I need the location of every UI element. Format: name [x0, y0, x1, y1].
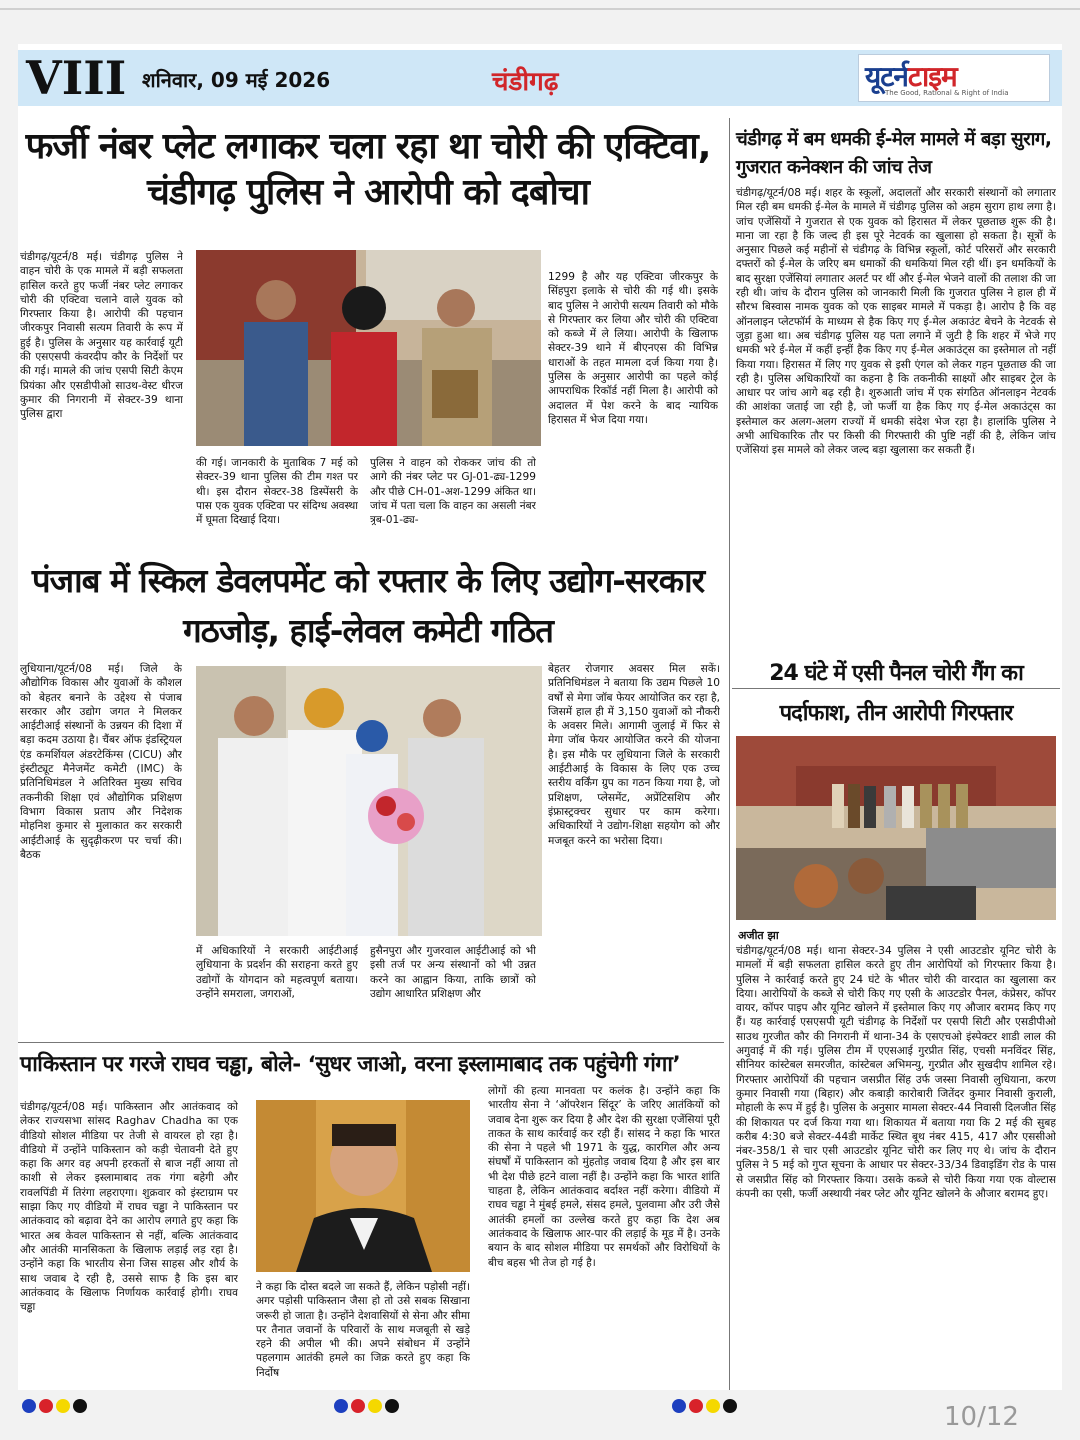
registration-dot: [351, 1399, 365, 1413]
registration-dot: [22, 1399, 36, 1413]
logo-accent: टाइम: [907, 60, 957, 93]
logo-tagline: The Good, Rational & Right of India: [885, 89, 1009, 97]
story1-col2: की गई। जानकारी के मुताबिक 7 मई को सेक्टर-39 थाना पुलिस की टीम गश्त पर थी। इस दौरान सेक्टर-38 डिस्पेंसरी के पास एक युवक एक्टिवा पर संदिग्ध अवस्था में घूमता दिखाई दिया।: [196, 457, 358, 527]
story3-divider: [18, 1042, 724, 1043]
story3-col1: लुधियाना/यूटर्न/08 मई। जिले के औद्योगिक विकास और युवाओं के कौशल को बेहतर बनाने के उद्देश्य से पंजाब सरकार और उद्योग जगत ने मिलकर आईटीआई संस्थानों के उन्नयन की दिशा में बड़ा कदम उठाया है। चैंबर ऑफ इंडस्ट्रियल एंड कमर्शियल अंडरटेकिंग्स (CICU) और इंस्टीट्यूट मैनेजमेंट कमेटी (IMC) के प्रतिनिधिमंडल ने अतिरिक्त मुख्य सचिव तकनीकी शिक्षा एवं औद्योगिक प्रशिक्षण विभाग विकास प्रताप और निदेशक मोहनिश कुमार से मुलाकात कर सरकारी आईटीआई के सुदृढ़ीकरण पर चर्चा की। बैठक: [20, 663, 182, 861]
page-number: VIII: [26, 51, 127, 105]
logo-main: यूटर्न: [865, 60, 908, 93]
story2-headline: चंडीगढ़ में बम धमकी ई-मेल मामले में बड़ा सुराग, गुजरात कनेक्शन की जांच तेज: [736, 129, 1052, 178]
top-divider: [0, 8, 1080, 10]
story1-col3: पुलिस ने वाहन को रोककर जांच की तो आगे की नंबर प्लेट पर GJ-01-ढ्य-1299 और पीछे CH-01-अश-1299 अंकित था। जांच में पता चला कि वाहन का असली नंबर त्र्रब-01-ढ्य-: [370, 457, 536, 527]
story5-col1: चंडीगढ़/यूटर्न/08 मई। पाकिस्तान और आतंकवाद को लेकर राज्यसभा सांसद Raghav Chadha का एक वीडियो सोशल मीडिया पर तेजी से वायरल हो रहा है। वीडियो में उन्होंने पाकिस्तान को कड़ी चेतावनी देते हुए कहा कि अगर वह अपनी हरकतों से बाज नहीं आया तो काशी से लेकर इस्लामाबाद तक गंगा बहेगी और रावलपिंडी में तिरंगा लहराएगा। शुक्रवार को इंस्टाग्राम पर साझा किए गए वीडियो में राघव चड्ढा ने पाकिस्तान पर आतंकवाद को बढ़ावा देने का आरोप लगाते हुए कहा कि भारत अब केवल पाकिस्तान से नहीं, बल्कि आतंकवाद और आतंकी मानसिकता के खिलाफ लड़ाई लड़ रहा है। उन्होंने कहा कि भारतीय सेना जिस साहस और शौर्य के साथ जवाब दे रही है, उससे साफ है कि इस बार आतंकवाद के खिलाफ निर्णायक कार्रवाई होगी। राघव चड्ढा: [20, 1101, 238, 1314]
registration-dot: [672, 1399, 686, 1413]
newspaper-page: [18, 44, 1062, 1390]
story5-photo: [256, 1100, 470, 1272]
color-dots-middle: [334, 1398, 402, 1418]
section-name: चंडीगढ़: [492, 67, 559, 97]
story2-body: चंडीगढ़/यूटर्न/08 मई। शहर के स्कूलों, अदालतों और सरकारी संस्थानों को लगातार मिल रही बम धमकी ई-मेल के मामले में चंडीगढ़ पुलिस को अहम सुराग हाथ लगा है। जांच एजेंसियों ने गुजरात से एक युवक को हिरासत में लेकर पूछताछ शुरू की है। माना जा रहा है कि जल्द ही इस पूरे नेटवर्क का खुलासा हो सकता है। सूत्रों के अनुसार पिछले कई महीनों से चंडीगढ़ के विभिन्न स्कूलों, कोर्ट परिसरों और सरकारी दफ्तरों को ई-मेल के जरिए बम धमाकों की धमकियां मिल रही थीं। इन धमकियों के बाद सुरक्षा एजेंसियां लगातार अलर्ट पर थीं और ई-मेल भेजने वालों की तलाश की जा रही थी। जांच के दौरान पुलिस को जानकारी मिली कि गुजरात पुलिस ने हाल ही में सौरभ बिस्वास नामक युवक को एक साइबर मामले में पकड़ा है। आरोप है कि वह ऑनलाइन प्लेटफॉर्म के माध्यम से हैक किए गए ई-मेल अकाउंट बेचने के नेटवर्क से जुड़ा हुआ था। अब चंडीगढ़ पुलिस यह पता लगाने में जुटी है कि शहर में भेजे गए धमकी भरे ई-मेल में कहीं इन्हीं हैक किए गए ई-मेल अकाउंट्स का इस्तेमाल तो नहीं किया गया। हिरासत में लिए गए युवक से इसी एंगल को लेकर गहन पूछताछ की जा रही है। पुलिस अधिकारियों का कहना है कि तकनीकी साक्ष्यों और साइबर ट्रेल के आधार पर जांच आगे बढ़ रही है। शुरुआती जांच में एक संगठित ऑनलाइन नेटवर्क की आशंका जताई जा रही है, जो फर्जी या हैक किए गए ई-मेल अकाउंट्स का इस्तेमाल कर अलग-अलग राज्यों में धमकी संदेश भेज रहा है। हालांकि पुलिस ने अभी आधिकारिक तौर पर किसी की गिरफ्तारी की पुष्टि नहीं की है, लेकिन जांच एजेंसियां इस मामले को लेकर जल्द बड़ा खुलासा कर सकती हैं।: [736, 187, 1056, 457]
registration-dot: [73, 1399, 87, 1413]
story3-col2: में अधिकारियों ने सरकारी आईटीआई लुधियाना के प्रदर्शन की सराहना करते हुए उद्योगों के योगदान को महत्वपूर्ण बताया। उन्होंने समराला, जगराओं,: [196, 945, 358, 1000]
page-date: शनिवार, 09 मई 2026: [142, 68, 331, 92]
registration-dot: [689, 1399, 703, 1413]
page-counter: 10/12: [944, 1402, 1019, 1432]
story3-headline: पंजाब में स्किल डेवलपमेंट को रफ्तार के लिए उद्योग-सरकार गठजोड़, हाई-लेवल कमेटी गठित: [31, 561, 705, 650]
story3-photo: [196, 666, 542, 936]
masthead: [18, 50, 1062, 106]
registration-dot: [723, 1399, 737, 1413]
story1-headline: फर्जी नंबर प्लेट लगाकर चला रहा था चोरी की एक्टिवा, चंडीगढ़ पुलिस ने आरोपी को दबोचा: [25, 126, 711, 213]
story5-headline: पाकिस्तान पर गरजे राघव चड्ढा, बोले- ‘सुधर जाओ, वरना इस्लामाबाद तक पहुंचेगी गंगा’: [20, 1052, 681, 1077]
color-dots-left: [22, 1398, 90, 1418]
registration-dot: [39, 1399, 53, 1413]
column-divider: [729, 118, 730, 1390]
registration-dot: [334, 1399, 348, 1413]
story4-byline: अजीत झा: [738, 929, 779, 942]
story1-col1: चंडीगढ़/यूटर्न/8 मई। चंडीगढ़ पुलिस ने वाहन चोरी के एक मामले में बड़ी सफलता हासिल करते हुए फर्जी नंबर प्लेट लगाकर चोरी की एक्टिवा चलाने वाले युवक को गिरफ्तार किया है। आरोपी की पहचान जीरकपुर निवासी सत्यम तिवारी के रूप में हुई है। पुलिस के अनुसार यह कार्रवाई यूटी की एसएसपी कंवरदीप कौर के निर्देशों पर की गई। मामले की जांच एसपी सिटी केएम प्रियंका और एसडीपीओ साउथ-वेस्ट धीरज कुमार की निगरानी में सेक्टर-39 थाना पुलिस द्वारा: [20, 251, 183, 421]
story3-col4: बेहतर रोजगार अवसर मिल सकें। प्रतिनिधिमंडल ने बताया कि उद्यम पिछले 10 वर्षों से मेगा जॉब फेयर आयोजित कर रहा है, जिसमें हाल ही में 3,150 युवाओं को नौकरी के अवसर मिले। आगामी जुलाई में फिर से मेगा जॉब फेयर आयोजित करने की योजना है। इस मौके पर लुधियाना जिले के सरकारी आईटीआई के विकास के लिए एक उच्च स्तरीय वर्किंग ग्रुप का गठन किया गया है, जो प्रशिक्षण, प्लेसमेंट, अप्रेंटिसशिप और इंफ्रास्ट्रक्चर सुधार पर काम करेगा। अधिकारियों ने उद्योग-शिक्षा सहयोग को और मजबूत करने का भरोसा दिया।: [548, 663, 720, 847]
newspaper-logo: [858, 54, 1050, 102]
story1-col4: 1299 है और यह एक्टिवा जीरकपुर के सिंहपुरा इलाके से चोरी की गई थी। इसके बाद पुलिस ने आरोपी सत्यम तिवारी को मौके से गिरफ्तार कर लिया और चोरी की एक्टिवा को कब्जे में ले लिया। आरोपी के खिलाफ सेक्टर-39 थाने में बीएनएस की विभिन्न धाराओं के तहत मामला दर्ज किया गया है। पुलिस के अनुसार आरोपी का पहले कोई आपराधिक रिकॉर्ड नहीं मिला है। आरोपी को अदालत में पेश करने के बाद न्यायिक हिरासत में भेज दिया गया।: [548, 271, 718, 426]
story5-col3: लोगों की हत्या मानवता पर कलंक है। उन्होंने कहा कि भारतीय सेना ने ‘ऑपरेशन सिंदूर’ के जरिए आतंकियों को जवाब देना शुरू कर दिया है और देश की सुरक्षा एजेंसियां पूरी ताकत के साथ कार्रवाई कर रही हैं। सांसद ने कहा कि भारत की सेना ने पहले भी 1971 के युद्ध, कारगिल और अन्य संघर्षों में पाकिस्तान को मुंहतोड़ जवाब दिया है और इस बार भी देश पीछे हटने वाला नहीं है। उन्होंने कहा कि भारत शांति चाहता है, लेकिन आतंकवाद बर्दाश्त नहीं करेगा। वीडियो में राघव चड्ढा ने मुंबई हमले, संसद हमले, पुलवामा और उरी जैसे आतंकी हमलों का उल्लेख करते हुए कहा कि देश अब आतंकवाद के खिलाफ आर-पार की लड़ाई के मूड में है। उनके बयान के बाद सोशल मीडिया पर समर्थकों और विरोधियों के बीच बहस भी तेज हो गई है।: [488, 1085, 720, 1269]
story1-photo: [196, 250, 541, 446]
story4-headline: 24 घंटे में एसी पैनल चोरी गैंग का पर्दाफाश, तीन आरोपी गिरफ्तार: [769, 661, 1023, 726]
registration-dot: [368, 1399, 382, 1413]
registration-dot: [56, 1399, 70, 1413]
story5-col2: ने कहा कि दोस्त बदले जा सकते हैं, लेकिन पड़ोसी नहीं। अगर पड़ोसी पाकिस्तान जैसा हो तो उसे सबक सिखाना जरूरी हो जाता है। उन्होंने देशवासियों से सेना और सीमा पर तैनात जवानों के परिवारों के साथ मजबूती से खड़े रहने की अपील भी की। अपने संबोधन में उन्होंने पहलगाम आतंकी हमले का जिक्र करते हुए कहा कि निर्दोष: [256, 1281, 470, 1379]
story4-body: चंडीगढ़/यूटर्न/08 मई। थाना सेक्टर-34 पुलिस ने एसी आउटडोर यूनिट चोरी के मामलों में बड़ी सफलता हासिल करते हुए तीन आरोपियों को गिरफ्तार किया है। पुलिस ने कार्रवाई करते हुए 24 घंटे के भीतर चोरी की वारदात का खुलासा कर दिया। आरोपियों के कब्जे से चोरी किए गए एसी के आउटडोर पैनल, कंप्रेसर, कॉपर वायर, कॉपर पाइप और यूनिट खोलने में इस्तेमाल किए गए औजार बरामद किए गए हैं। यह कार्रवाई एसएसपी यूटी चंडीगढ़ के निर्देशों पर एसपी सिटी और एसडीपीओ साउथ गुरजीत कौर की निगरानी में थाना-34 के एसएचओ इंस्पेक्टर शाडी लाल की अगुवाई में की गई। पुलिस टीम में एएसआई गुरप्रीत सिंह, एचसी मनविंदर सिंह, सीनियर कांस्टेबल समरजीत, कांस्टेबल अभिमन्यु, गुरप्रीत और सुखदीप शामिल रहे। गिरफ्तार आरोपियों की पहचान जसप्रीत सिंह उर्फ जस्सा निवासी लुधियाना, करण कुमार निवासी गया (बिहार) और कबाड़ी कारोबारी जितेंदर कुमार निवासी कुराली, मोहाली के रूप में हुई है। पुलिस के अनुसार मामला सेक्टर-44 निवासी दिलजीत सिंह की शिकायत पर दर्ज किया गया था। शिकायत में बताया गया कि 2 मई की सुबह करीब 4:30 बजे सेक्टर-44डी मार्केट स्थित बूथ नंबर 415, 417 और एससीओ नंबर-358/1 से चार एसी आउटडोर यूनिट चोरी कर लिए गए थे। जांच के दौरान पुलिस ने 5 मई को गुप्त सूचना के आधार पर सेक्टर-33/34 डिवाइडिंग रोड के पास से जसप्रीत सिंह को गिरफ्तार किया। उसके कब्जे से चोरी किया गया एक वोल्टास कंपनी का एसी, फर्जी अस्थायी नंबर प्लेट और यूनिट खोलने के औजार बरामद हुए।: [736, 945, 1056, 1201]
registration-dot: [706, 1399, 720, 1413]
story4-photo: [736, 736, 1056, 920]
registration-dot: [385, 1399, 399, 1413]
color-dots-right: [672, 1398, 740, 1418]
story3-col3: हुसैनपुरा और गुजरवाल आईटीआई को भी इसी तर्ज पर अन्य संस्थानों को भी उन्नत करने का आह्वान किया, ताकि छात्रों को उद्योग आधारित प्रशिक्षण और: [370, 945, 536, 1000]
